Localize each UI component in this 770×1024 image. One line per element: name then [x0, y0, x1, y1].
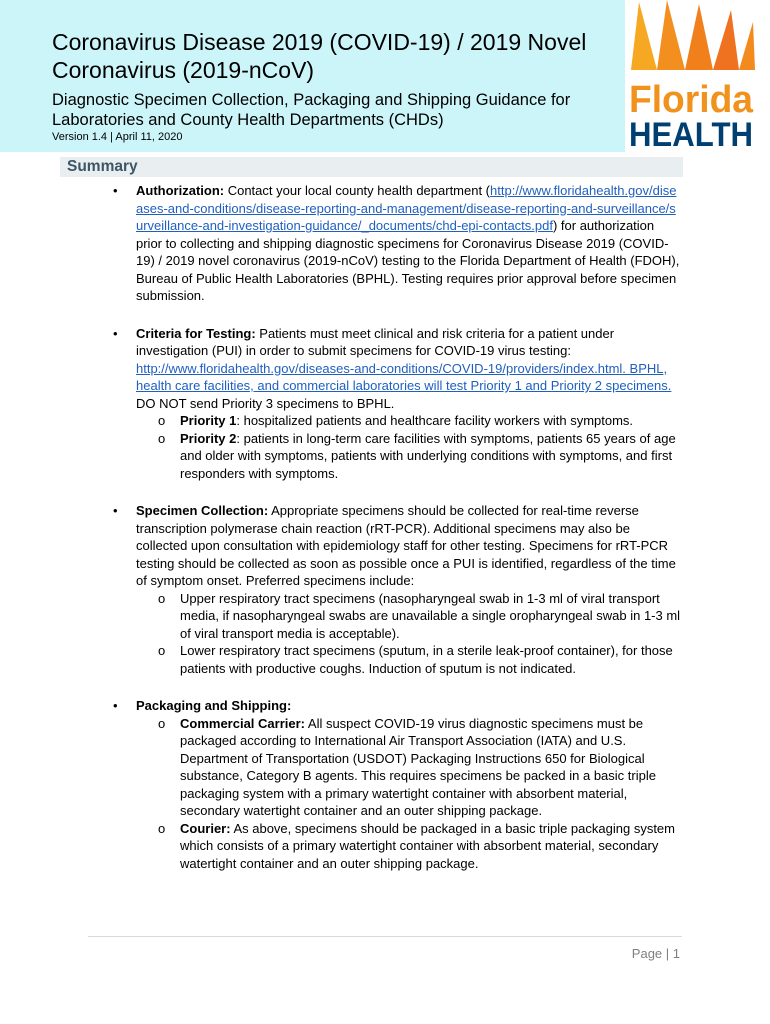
- list-item-packaging: [113, 697, 681, 872]
- version-date: Version 1.4 | April 11, 2020: [52, 131, 183, 143]
- courier-text: As above, specimens should be packaged in a basic triple packaging system which consists of a primary watertight container with absorbent material, secondary watertight container and an outer shipping package.: [180, 820, 675, 871]
- subtitle-line-1: Diagnostic Specimen Collection, Packaging and Shipping Guidance for: [52, 91, 571, 109]
- document-title: [52, 28, 612, 84]
- priority-1-text: : hospitalized patients and healthcare facility workers with symptoms.: [236, 413, 634, 428]
- priority-2-text: : patients in long-term care facilities with symptoms, patients 65 years of age and older with symptoms, patients with underlying conditions with symptoms, and first responders with symptoms.: [180, 430, 676, 481]
- list-item-specimen-collection: [113, 502, 681, 677]
- criteria-text-1: Patients must meet clinical and risk criteria for a patient under investigation (PUI) in order to submit specimens for COVID-19 virus testing:: [136, 325, 615, 358]
- collection-text: Appropriate specimens should be collected for real-time reverse transcription polymerase chain reaction (rRT-PCR). Additional specimens may also be collected upon consultation with epidemiology staff for other testing. Specimens for rRT-PCR testing should be collected as soon as possible once a PUI is identified, regardless of the time of symptom onset. Preferred specimens include:: [136, 503, 676, 588]
- summary-list: [0, 182, 770, 872]
- title-line-2: Coronavirus (2019-nCoV): [52, 57, 315, 83]
- covid-providers-link[interactable]: http://www.floridahealth.gov/diseases-and-conditions/COVID-19/providers/index.html. BPHL, health care facilities, and commercial laboratories will test Priority 1 and Priority 2 specimens.: [136, 360, 672, 393]
- circle-bullet-icon: o: [158, 430, 166, 446]
- sub-item-priority-1: [158, 412, 681, 430]
- sub-item-priority-2: [158, 430, 681, 483]
- commercial-carrier-label: Commercial Carrier:: [180, 715, 305, 731]
- commercial-carrier-text: All suspect COVID-19 virus diagnostic specimens must be packaged according to International Air Transport Association (IATA) and U.S. Department of Transportation (USDOT) Packaging Instructions 650 for Biological substance, Category B agents. This requires specimens be packed in a basic triple packaging system with a primary watertight container with absorbent material, secondary watertight container and an outer shipping package.: [180, 715, 656, 818]
- circle-bullet-icon: o: [158, 590, 166, 606]
- authorization-label: Authorization:: [136, 183, 225, 198]
- circle-bullet-icon: o: [158, 715, 166, 731]
- criteria-label: Criteria for Testing:: [136, 325, 256, 341]
- logo-word-health: HEALTH: [629, 116, 753, 152]
- bullet-icon: •: [113, 325, 118, 341]
- packaging-label: Packaging and Shipping:: [136, 698, 292, 713]
- sub-item-lower-respiratory: [158, 642, 681, 677]
- sun-rays-icon: [631, 0, 755, 70]
- sub-item-upper-respiratory: [158, 590, 681, 643]
- bullet-icon: •: [113, 698, 118, 713]
- logo-word-florida: Florida: [629, 79, 754, 121]
- chd-epi-contacts-link[interactable]: http://www.floridahealth.gov/diseases-and-conditions/disease-reporting-and-management/disease-reporting-and-surveillance/surveillance-and-investigation-guidance/_documents/chd-epi-contacts.pdf: [136, 183, 677, 233]
- sub-item-courier: [158, 820, 681, 873]
- upper-respiratory-text: Upper respiratory tract specimens (nasopharyngeal swab in 1-3 ml of viral transport media, if nasopharyngeal swabs are unavailable a single oropharyngeal swab in 1-3 ml of viral transport media is acceptable).: [180, 590, 681, 641]
- page-number: Page | 1: [631, 946, 680, 961]
- document-subtitle: [52, 90, 612, 130]
- summary-heading: Summary: [67, 158, 138, 175]
- lower-respiratory-text: Lower respiratory tract specimens (sputum, in a sterile leak-proof container), for those patients with productive coughs. Induction of sputum is not indicated.: [180, 643, 673, 676]
- authorization-text-2: ) for authorization prior to collecting and shipping diagnostic specimens for Coronavirus Disease 2019 (COVID-19) / 2019 novel coronavirus (2019-nCoV) testing to the Florida Department of Health (FDOH), Bureau of Public Health Laboratories (BPHL). Testing requires prior approval before specimen submission.: [136, 218, 680, 303]
- summary-heading-bar: [60, 157, 683, 177]
- circle-bullet-icon: o: [158, 643, 166, 658]
- priority-2-label: Priority 2: [180, 430, 237, 446]
- sub-item-commercial-carrier: [158, 715, 681, 820]
- subtitle-line-2: Laboratories and County Health Departments (CHDs): [52, 111, 444, 129]
- list-item-criteria: [113, 325, 681, 483]
- collection-label: Specimen Collection:: [136, 503, 269, 518]
- priority-1-label: Priority 1: [180, 413, 237, 428]
- authorization-text-1: Contact your local county health department (: [224, 183, 491, 198]
- courier-label: Courier:: [180, 820, 231, 836]
- footer-divider: [88, 936, 682, 937]
- bullet-icon: •: [113, 183, 118, 198]
- circle-bullet-icon: o: [158, 820, 166, 836]
- bullet-icon: •: [113, 503, 118, 518]
- criteria-text-2: DO NOT send Priority 3 specimens to BPHL.: [136, 395, 395, 411]
- circle-bullet-icon: o: [158, 413, 166, 428]
- title-line-1: Coronavirus Disease 2019 (COVID-19) / 2019 Novel: [52, 29, 587, 55]
- list-item-authorization: [113, 182, 681, 305]
- florida-health-logo: [627, 0, 757, 152]
- document-header: [0, 0, 770, 152]
